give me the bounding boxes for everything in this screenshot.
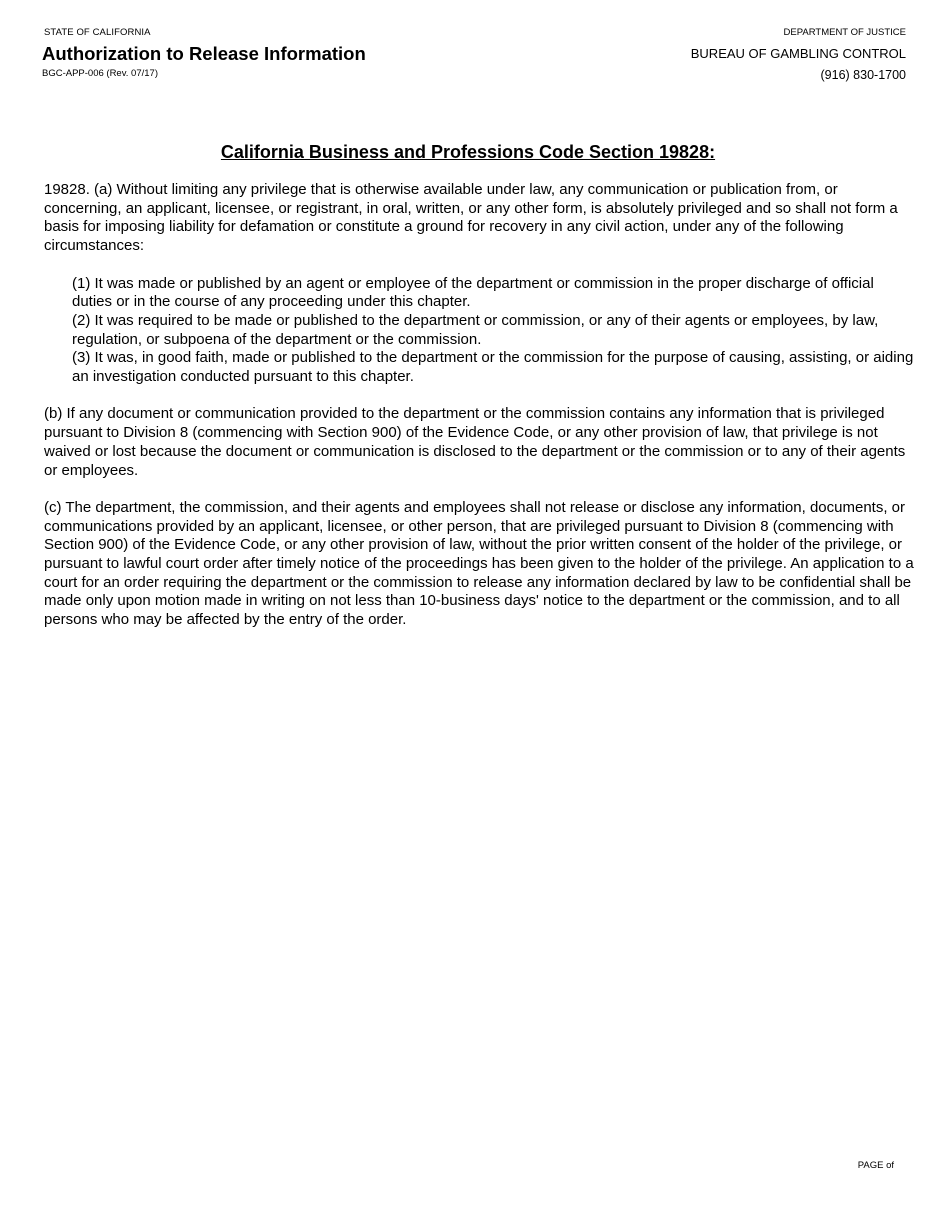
paragraph-c: (c) The department, the commission, and their agents and employees shall not release or disclose any information, documents, or communications provided by an applicant, licensee, or other person, that are privileged pursuant to Division 8 (commencing with Section 900) of the Evidence Code, or any other provision of law, without the prior written consent of the holder of the privilege, or pursuant to lawful court order after timely notice of the proceedings has been given to the holder of the privilege. An application to a court for an order requiring the department or the commission to release any information declared by law to be confidential shall be made only upon motion made in writing on not less than 10-business days' notice to the department or the commission, and to all persons who may be affected by the entry of the order. (44, 498, 914, 629)
phone-number: (916) 830-1700 (820, 68, 906, 82)
page-number-label: PAGE of (857, 1160, 894, 1171)
header-right (691, 27, 906, 82)
state-label: STATE OF CALIFORNIA (44, 27, 151, 38)
section-body (44, 181, 914, 630)
subitem-1: (1) It was made or published by an agent or employee of the department or commission in the proper discharge of official duties or in the course of any proceeding under this chapter. (72, 274, 874, 311)
form-number: BGC-APP-006 (Rev. 07/17) (42, 68, 158, 79)
header-left (42, 27, 366, 79)
subitem-2: (2) It was required to be made or published to the department or commission, or any of their agents or employees, by law, regulation, or subpoena of the department or the commission. (72, 311, 879, 348)
subitem-list (44, 275, 914, 387)
section-title: California Business and Professions Code Section 19828: (220, 142, 716, 162)
form-title: Authorization to Release Information (42, 43, 366, 64)
paragraph-b: (b) If any document or communication provided to the department or the commission contains any information that is privileged pursuant to Division 8 (commencing with Section 900) of the Evidence Code, or any other provision of law, that privilege is not waived or lost because the document or communication is disclosed to the department or the commission or to any of their agents or employees. (44, 405, 906, 479)
subitem-3: (3) It was, in good faith, made or published to the department or the commission for the purpose of causing, assisting, or aiding an investigation conducted pursuant to this chapter. (72, 349, 914, 386)
department-label: DEPARTMENT OF JUSTICE (783, 27, 906, 38)
paragraph-a: 19828. (a) Without limiting any privilege that is otherwise available under law, any communication or publication from, or concerning, an applicant, licensee, or registrant, in oral, written, or any other form, is absolutely privileged and so shall not form a basis for imposing liability for defamation or constitute a ground for recovery in any civil action, under any of the following circumstances: (44, 181, 898, 255)
bureau-label: BUREAU OF GAMBLING CONTROL (690, 46, 906, 61)
